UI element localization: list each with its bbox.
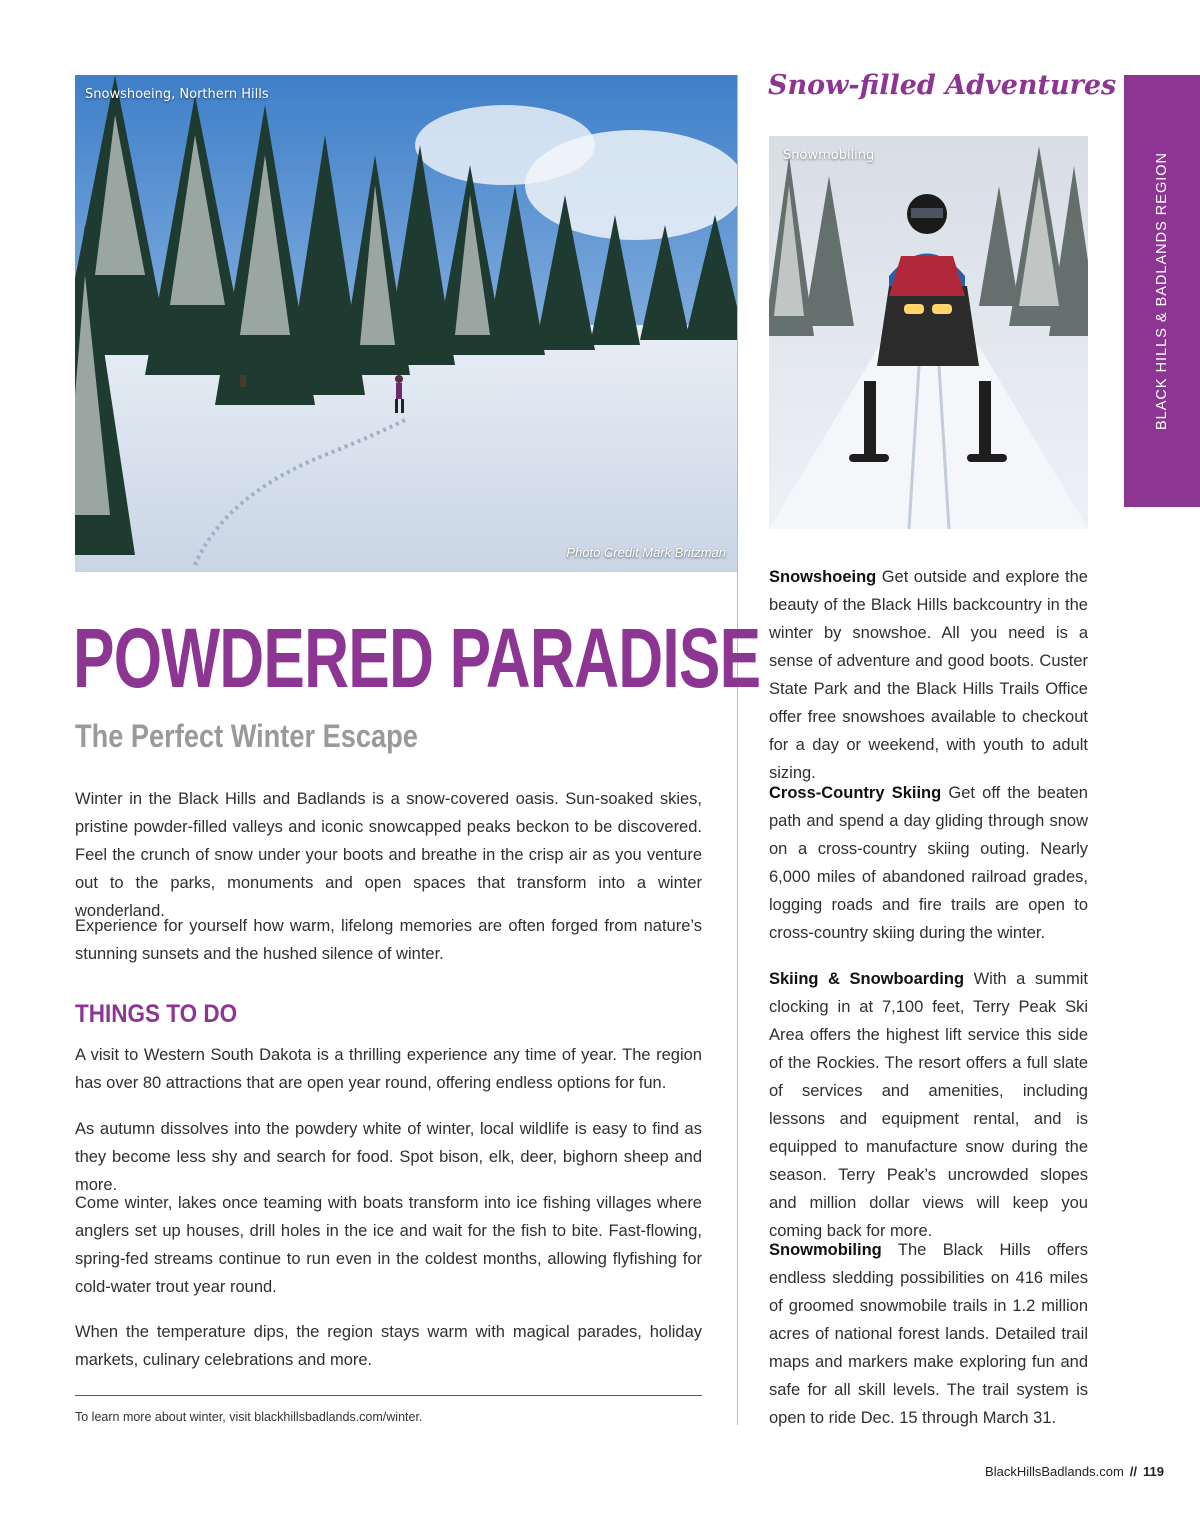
page-subtitle: The Perfect Winter Escape: [75, 718, 418, 754]
activity-skiing-snowboarding: [769, 965, 1088, 1245]
footer-site: BlackHillsBadlands.com: [985, 1464, 1124, 1479]
activity-text: The Black Hills offers endless sledding possibilities on 416 miles of groomed snowmobile trails in 1.2 million acres of national forest lands. Detailed trail maps and markers make exploring fun and safe for all skill levels. The trail system is open to ride Dec. 15 through March 31.: [769, 1241, 1088, 1427]
activity-text: Get outside and explore the beauty of the Black Hills backcountry in the winter by snowshoe. All you need is a sense of adventure and good boots. Custer State Park and the Black Hills Trails Office offer free snowshoes available to checkout for a day or weekend, with youth to adult sizing.: [769, 568, 1088, 782]
intro-paragraph: Experience for yourself how warm, lifelong memories are often forged from nature’s stunning sunsets and the hushed silence of winter.: [75, 917, 702, 963]
footnote-divider: [75, 1395, 702, 1396]
activity-snowshoeing: [769, 563, 1088, 787]
snowmobiling-photo: [769, 136, 1088, 529]
activity-cross-country-skiing: [769, 779, 1088, 947]
region-side-tab: [1124, 75, 1200, 507]
activity-snowmobiling: [769, 1236, 1088, 1432]
intro-paragraph: Winter in the Black Hills and Badlands is a snow-covered oasis. Sun-soaked skies, pristine powder-filled valleys and iconic snowcapped peaks beckon to be discovered. Feel the crunch of snow under your boots and breathe in the crisp air as you venture out to the parks, monuments and open spaces that transform into a winter wonderland.: [75, 790, 702, 920]
things-to-do-heading: THINGS TO DO: [75, 1000, 238, 1028]
column-divider: [737, 75, 738, 1425]
page-number: 119: [1143, 1464, 1164, 1479]
snowmobiling-photo-image: [769, 136, 1088, 529]
activity-name: Cross-Country Skiing: [769, 784, 942, 802]
things-paragraph: As autumn dissolves into the powdery white of winter, local wildlife is easy to find as they become less shy and search for food. Spot bison, elk, deer, bighorn sheep and more.: [75, 1120, 702, 1194]
region-side-tab-label: BLACK HILLS & BADLANDS REGION: [1154, 152, 1170, 430]
things-paragraph: When the temperature dips, the region stays warm with magical parades, holiday markets, culinary celebrations and more.: [75, 1323, 702, 1369]
footer-separator: //: [1129, 1464, 1138, 1479]
photo-credit: Photo Credit Mark Britzman: [566, 545, 726, 560]
snowshoeing-photo-image: [75, 75, 738, 572]
main-photo: [75, 75, 738, 572]
snowmobiling-photo-caption: Snowmobiling: [783, 148, 875, 163]
activity-name: Skiing & Snowboarding: [769, 970, 965, 988]
things-paragraph: A visit to Western South Dakota is a thrilling experience any time of year. The region has over 80 attractions that are open year round, offering endless options for fun.: [75, 1046, 702, 1092]
activity-name: Snowmobiling: [769, 1241, 882, 1259]
footnote: To learn more about winter, visit blackhillsbadlands.com/winter.: [75, 1410, 423, 1424]
main-photo-caption: Snowshoeing, Northern Hills: [85, 87, 269, 102]
things-paragraph: Come winter, lakes once teaming with boats transform into ice fishing villages where anglers set up houses, drill holes in the ice and wait for the fish to bite. Fast-flowing, spring-fed streams continue to run even in the coldest months, allowing flyfishing for cold-water trout year round.: [75, 1194, 702, 1296]
page-footer: [985, 1464, 1164, 1479]
activity-name: Snowshoeing: [769, 568, 877, 586]
page-title: POWDERED PARADISE: [73, 611, 761, 705]
activity-text: Get off the beaten path and spend a day gliding through snow on a cross-country skiing outing. Nearly 6,000 miles of abandoned railroad grades, logging roads and fire trails are open to cross-country skiing during the winter.: [769, 784, 1088, 942]
activity-text: With a summit clocking in at 7,100 feet, Terry Peak Ski Area offers the highest lift service this side of the Rockies. The resort offers a full slate of services and amenities, including lessons and equipment rental, and is equipped to manufacture snow during the season. Terry Peak’s uncrowded slopes and million dollar views will keep you coming back for more.: [769, 970, 1088, 1240]
sidebar-heading: Snow-filled Adventures: [768, 70, 1117, 101]
